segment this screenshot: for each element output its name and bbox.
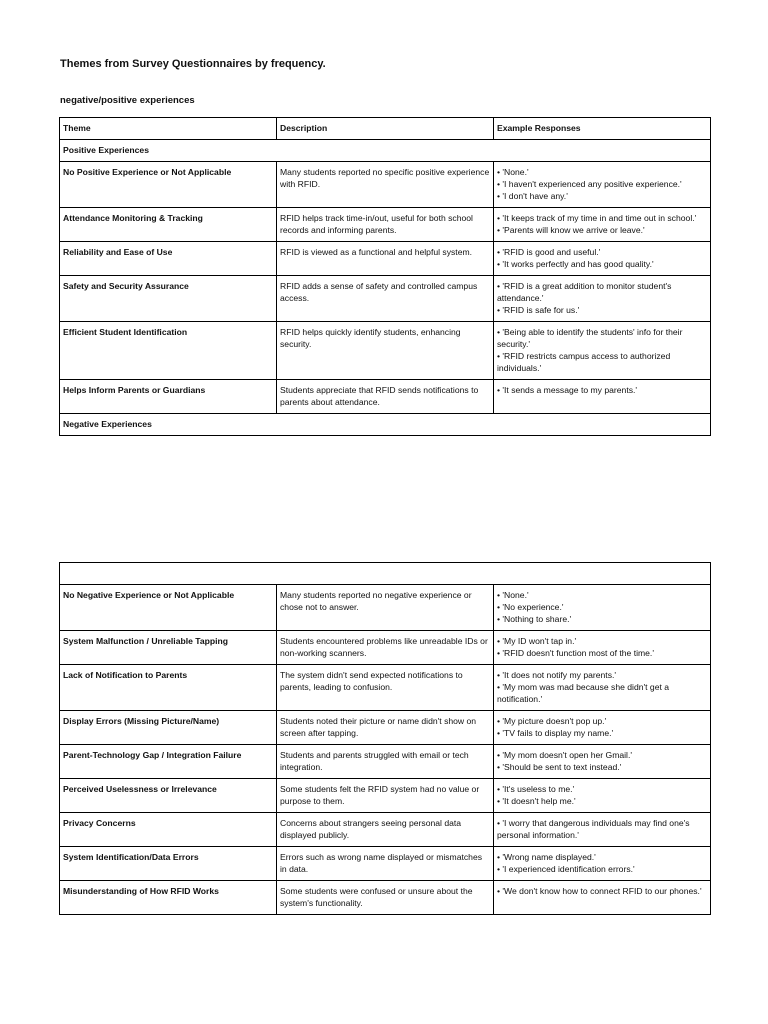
negative-experiences-heading: Negative Experiences — [60, 414, 711, 436]
example-response: • 'My mom doesn't open her Gmail.' — [497, 750, 632, 760]
header-example-responses: Example Responses — [494, 118, 711, 140]
table-row — [60, 242, 711, 276]
example-response: • 'RFID doesn't function most of the time.' — [497, 648, 654, 658]
example-response: • 'None.' — [497, 590, 529, 600]
positive-experiences-heading: Positive Experiences — [60, 140, 711, 162]
example-response: • 'It doesn't help me.' — [497, 796, 576, 806]
example-responses-cell — [494, 162, 711, 208]
table-row — [60, 585, 711, 631]
example-response: • 'I haven't experienced any positive experience.' — [497, 179, 682, 189]
themes-table-positive — [59, 117, 711, 436]
description-cell: Students and parents struggled with email or tech integration. — [277, 745, 494, 779]
table-row — [60, 779, 711, 813]
example-response: • 'Being able to identify the students' info for their security.' — [497, 327, 683, 349]
example-response: • 'It's useless to me.' — [497, 784, 575, 794]
theme-cell: No Positive Experience or Not Applicable — [60, 162, 277, 208]
theme-cell: Perceived Uselessness or Irrelevance — [60, 779, 277, 813]
table-header-row — [60, 118, 711, 140]
blank-cell — [60, 563, 711, 585]
theme-cell: No Negative Experience or Not Applicable — [60, 585, 277, 631]
example-response: • 'Should be sent to text instead.' — [497, 762, 622, 772]
example-response: • 'It does not notify my parents.' — [497, 670, 617, 680]
header-theme: Theme — [60, 118, 277, 140]
description-cell: Many students reported no specific positive experience with RFID. — [277, 162, 494, 208]
theme-cell: Misunderstanding of How RFID Works — [60, 881, 277, 915]
example-responses-cell — [494, 665, 711, 711]
theme-cell: System Identification/Data Errors — [60, 847, 277, 881]
table-row — [60, 745, 711, 779]
example-response: • 'I don't have any.' — [497, 191, 568, 201]
table-row — [60, 665, 711, 711]
example-responses-cell — [494, 745, 711, 779]
table-row — [60, 711, 711, 745]
description-cell: RFID helps track time-in/out, useful for both school records and informing parents. — [277, 208, 494, 242]
description-cell: Errors such as wrong name displayed or mismatches in data. — [277, 847, 494, 881]
example-responses-cell — [494, 322, 711, 380]
section-subtitle: negative/positive experiences — [60, 95, 195, 106]
example-response: • 'None.' — [497, 167, 529, 177]
example-response: • 'It sends a message to my parents.' — [497, 385, 638, 395]
example-responses-cell — [494, 881, 711, 915]
example-response: • 'RFID is a great addition to monitor student's attendance.' — [497, 281, 672, 303]
example-responses-cell — [494, 711, 711, 745]
example-response: • 'We don't know how to connect RFID to our phones.' — [497, 886, 702, 896]
theme-cell: Privacy Concerns — [60, 813, 277, 847]
example-response: • 'I worry that dangerous individuals may find one's personal information.' — [497, 818, 690, 840]
example-responses-cell — [494, 242, 711, 276]
example-response: • 'RFID is good and useful.' — [497, 247, 601, 257]
theme-cell: Attendance Monitoring & Tracking — [60, 208, 277, 242]
example-response: • 'My picture doesn't pop up.' — [497, 716, 607, 726]
table-row — [60, 208, 711, 242]
example-responses-cell — [494, 631, 711, 665]
example-responses-cell — [494, 276, 711, 322]
table-row — [60, 322, 711, 380]
themes-table-negative — [59, 562, 711, 915]
description-cell: RFID is viewed as a functional and helpful system. — [277, 242, 494, 276]
example-responses-cell — [494, 208, 711, 242]
theme-cell: Efficient Student Identification — [60, 322, 277, 380]
table-row — [60, 813, 711, 847]
description-cell: Many students reported no negative experience or chose not to answer. — [277, 585, 494, 631]
description-cell: Students noted their picture or name didn't show on screen after tapping. — [277, 711, 494, 745]
table-row — [60, 162, 711, 208]
theme-cell: Reliability and Ease of Use — [60, 242, 277, 276]
document-title: Themes from Survey Questionnaires by frequency. — [60, 58, 326, 70]
description-cell: The system didn't send expected notifications to parents, leading to confusion. — [277, 665, 494, 711]
section-row-positive — [60, 140, 711, 162]
table-row — [60, 380, 711, 414]
example-responses-cell — [494, 585, 711, 631]
header-description: Description — [277, 118, 494, 140]
example-response: • 'I experienced identification errors.' — [497, 864, 635, 874]
continuation-blank-row — [60, 563, 711, 585]
example-response: • 'No experience.' — [497, 602, 564, 612]
theme-cell: Display Errors (Missing Picture/Name) — [60, 711, 277, 745]
theme-cell: System Malfunction / Unreliable Tapping — [60, 631, 277, 665]
example-responses-cell — [494, 380, 711, 414]
example-responses-cell — [494, 847, 711, 881]
section-row-negative — [60, 414, 711, 436]
description-cell: RFID helps quickly identify students, enhancing security. — [277, 322, 494, 380]
example-response: • 'My ID won't tap in.' — [497, 636, 577, 646]
theme-cell: Parent-Technology Gap / Integration Failure — [60, 745, 277, 779]
description-cell: Some students felt the RFID system had no value or purpose to them. — [277, 779, 494, 813]
example-response: • 'Parents will know we arrive or leave.' — [497, 225, 645, 235]
example-response: • 'Nothing to share.' — [497, 614, 572, 624]
table-row — [60, 881, 711, 915]
description-cell: Some students were confused or unsure about the system's functionality. — [277, 881, 494, 915]
example-response: • 'RFID restricts campus access to authorized individuals.' — [497, 351, 671, 373]
description-cell: Concerns about strangers seeing personal data displayed publicly. — [277, 813, 494, 847]
description-cell: RFID adds a sense of safety and controlled campus access. — [277, 276, 494, 322]
theme-cell: Safety and Security Assurance — [60, 276, 277, 322]
table-row — [60, 847, 711, 881]
example-response: • 'It works perfectly and has good quality.' — [497, 259, 654, 269]
example-responses-cell — [494, 779, 711, 813]
example-response: • 'Wrong name displayed.' — [497, 852, 596, 862]
example-responses-cell — [494, 813, 711, 847]
example-response: • 'My mom was mad because she didn't get a notification.' — [497, 682, 670, 704]
theme-cell: Lack of Notification to Parents — [60, 665, 277, 711]
example-response: • 'TV fails to display my name.' — [497, 728, 614, 738]
description-cell: Students appreciate that RFID sends notifications to parents about attendance. — [277, 380, 494, 414]
theme-cell: Helps Inform Parents or Guardians — [60, 380, 277, 414]
table-row — [60, 276, 711, 322]
example-response: • 'It keeps track of my time in and time out in school.' — [497, 213, 697, 223]
table-row — [60, 631, 711, 665]
example-response: • 'RFID is safe for us.' — [497, 305, 580, 315]
description-cell: Students encountered problems like unreadable IDs or non-working scanners. — [277, 631, 494, 665]
